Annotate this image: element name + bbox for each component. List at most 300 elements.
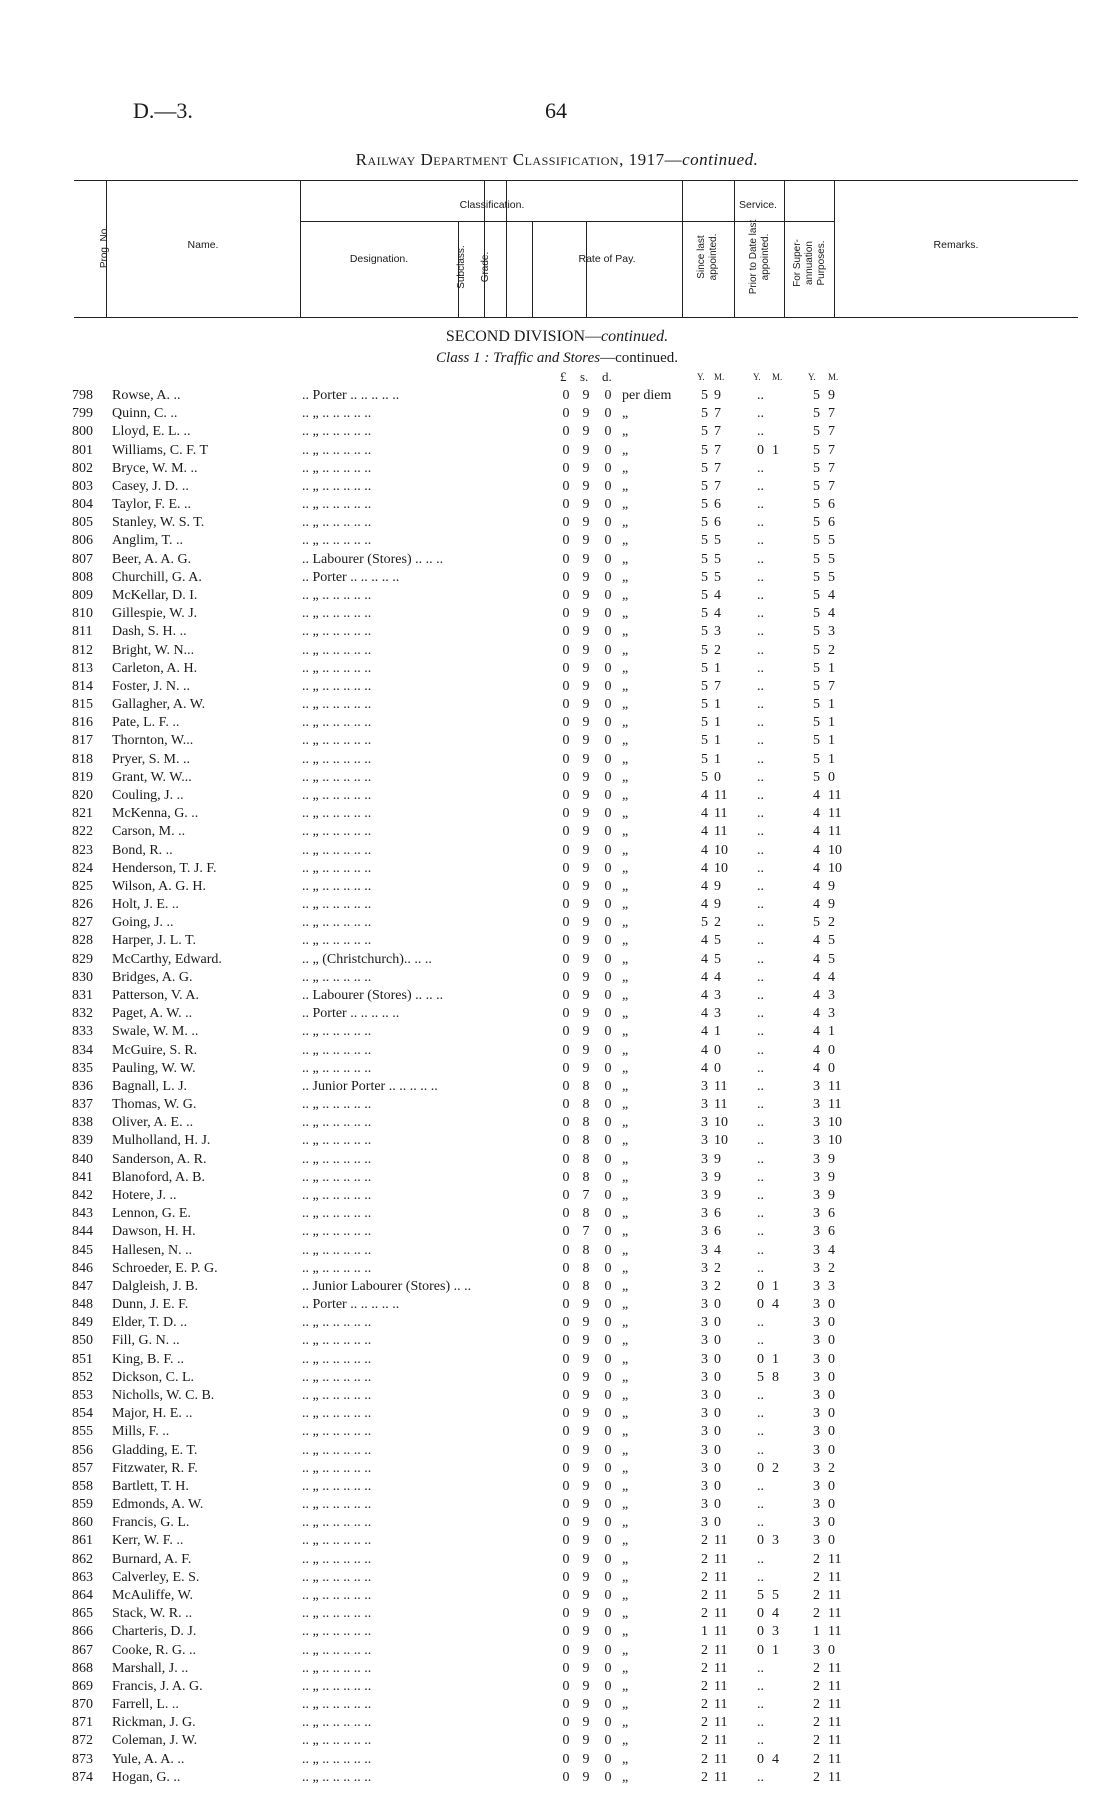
employee-name: Hotere, J. ..: [112, 1188, 177, 1203]
rate-pounds: 0: [562, 1060, 570, 1076]
designation: .. „ .. .. .. .. ..: [302, 1097, 372, 1113]
prog-number: 858: [72, 1478, 93, 1494]
superannuation-months: 6: [828, 1224, 835, 1240]
prog-number: 811: [72, 624, 93, 640]
table-row: [0, 515, 1114, 531]
prog-number: 828: [72, 933, 93, 949]
superannuation-years: 2: [813, 1733, 820, 1749]
since-last-months: 10: [714, 1115, 728, 1131]
since-last-years: 5: [701, 569, 708, 585]
rate-shillings: 9: [582, 915, 590, 931]
prog-number: 856: [72, 1442, 93, 1458]
employee-name: Francis, J. A. G.: [112, 1678, 203, 1694]
since-last-years: 3: [701, 1224, 708, 1240]
prog-number: 853: [72, 1388, 93, 1403]
superannuation-months: 7: [828, 478, 835, 494]
designation: .. „ .. .. .. .. ..: [302, 1588, 372, 1603]
rate-shillings: 9: [582, 1406, 590, 1422]
rate-note: „: [622, 1497, 629, 1513]
prog-number: 799: [72, 406, 93, 422]
prior-years: ..: [757, 1515, 764, 1531]
designation: .. „ .. .. .. .. ..: [302, 697, 372, 713]
header-prior: Prior to Date last appointed.: [748, 219, 771, 295]
designation: .. „ .. .. .. .. ..: [302, 715, 372, 731]
superannuation-months: 0: [828, 1351, 835, 1367]
since-last-years: 4: [701, 969, 708, 985]
rate-note: „: [622, 1588, 629, 1603]
designation: .. Porter .. .. .. .. ..: [302, 569, 400, 585]
table-row: [0, 952, 1114, 968]
rate-pence: 0: [604, 1078, 612, 1094]
since-last-years: 2: [701, 1588, 708, 1603]
employee-name: Mills, F. ..: [112, 1424, 170, 1440]
employee-name: McAuliffe, W.: [112, 1588, 194, 1603]
designation: .. Junior Labourer (Stores) .. ..: [302, 1278, 472, 1294]
rate-pence: 0: [604, 824, 612, 840]
page-title: [0, 150, 1114, 170]
since-last-years: 3: [701, 1260, 708, 1276]
superannuation-months: 6: [828, 497, 835, 513]
rate-shillings: 8: [582, 1151, 590, 1167]
since-last-months: 0: [714, 1351, 721, 1367]
rate-pence: 0: [604, 1442, 612, 1458]
since-last-months: 7: [714, 460, 721, 476]
rate-pence: 0: [604, 624, 612, 640]
prog-number: 805: [72, 515, 93, 531]
employee-name: Coleman, J. W.: [112, 1733, 198, 1749]
superannuation-months: 11: [828, 1551, 842, 1567]
prog-number: 861: [72, 1533, 93, 1549]
prior-years: 0: [757, 1624, 764, 1640]
since-last-months: 5: [714, 533, 721, 549]
since-last-years: 4: [701, 1060, 708, 1076]
rate-shillings: 8: [582, 1169, 590, 1185]
employee-name: Grant, W. W...: [112, 769, 192, 785]
rate-note: „: [622, 1533, 629, 1549]
employee-name: Pryer, S. M. ..: [112, 751, 190, 767]
table-row: [0, 1006, 1114, 1022]
rate-note: „: [622, 1188, 629, 1203]
designation: .. „ .. .. .. .. ..: [302, 1206, 372, 1222]
since-last-years: 2: [701, 1569, 708, 1585]
prog-number: 860: [72, 1515, 93, 1531]
prior-months: 1: [772, 442, 779, 458]
unit-years: Y.: [753, 372, 761, 382]
since-last-months: 10: [714, 842, 728, 858]
since-last-years: 4: [701, 933, 708, 949]
designation: .. „ .. .. .. .. ..: [302, 824, 372, 840]
employee-name: Bright, W. N...: [112, 642, 195, 658]
prior-years: ..: [757, 951, 764, 967]
designation: .. „ .. .. .. .. ..: [302, 660, 372, 676]
designation: .. Porter .. .. .. .. ..: [302, 1006, 400, 1022]
rate-pounds: 0: [562, 678, 570, 694]
since-last-months: 7: [714, 442, 721, 458]
prior-years: ..: [757, 624, 764, 640]
rate-note: „: [622, 1206, 629, 1222]
prior-years: ..: [757, 769, 764, 785]
superannuation-months: 5: [828, 951, 835, 967]
employee-name: McCarthy, Edward.: [112, 951, 222, 967]
superannuation-months: 11: [828, 1697, 842, 1713]
prior-years: 5: [757, 1588, 764, 1603]
rate-pounds: 0: [562, 715, 570, 731]
rate-note: „: [622, 1569, 629, 1585]
rate-pence: 0: [604, 1678, 612, 1694]
superannuation-months: 5: [828, 933, 835, 949]
superannuation-years: 3: [813, 1278, 820, 1294]
prog-number: 807: [72, 551, 93, 567]
prog-number: 801: [72, 442, 93, 458]
rate-pence: 0: [604, 406, 612, 422]
table-row: [0, 988, 1114, 1004]
since-last-months: 11: [714, 1551, 728, 1567]
since-last-months: 2: [714, 1260, 721, 1276]
rate-shillings: 9: [582, 606, 590, 622]
rate-shillings: 9: [582, 1351, 590, 1367]
superannuation-months: 3: [828, 1006, 835, 1022]
superannuation-months: 0: [828, 1042, 835, 1058]
rate-pounds: 0: [562, 497, 570, 513]
rate-pounds: 0: [562, 842, 570, 858]
employee-name: Wilson, A. G. H.: [112, 878, 206, 894]
designation: .. „ .. .. .. .. ..: [302, 478, 372, 494]
prog-number: 816: [72, 715, 93, 731]
designation: .. „ .. .. .. .. ..: [302, 1660, 372, 1676]
since-last-months: 11: [714, 1769, 728, 1785]
rate-pence: 0: [604, 1242, 612, 1258]
rate-pence: 0: [604, 1133, 612, 1149]
employee-name: Foster, J. N. ..: [112, 678, 190, 694]
rate-note: „: [622, 1078, 629, 1094]
prog-number: 873: [72, 1751, 93, 1767]
prior-years: ..: [757, 1024, 764, 1040]
rate-note: „: [622, 860, 629, 876]
class-name: Traffic and Stores: [493, 350, 601, 366]
table-row: [0, 1424, 1114, 1440]
rate-note: „: [622, 1624, 629, 1640]
header-subclass: Subclass.: [456, 245, 467, 289]
rate-pence: 0: [604, 969, 612, 985]
rate-pounds: 0: [562, 1606, 570, 1622]
superannuation-months: 4: [828, 1242, 835, 1258]
designation: .. „ .. .. .. .. ..: [302, 515, 372, 531]
since-last-months: 11: [714, 1533, 728, 1549]
since-last-months: 11: [714, 1678, 728, 1694]
table-row: [0, 770, 1114, 786]
table-row: [0, 552, 1114, 568]
rate-shillings: 9: [582, 806, 590, 822]
rate-shillings: 9: [582, 824, 590, 840]
prior-years: ..: [757, 1478, 764, 1494]
since-last-months: 6: [714, 1206, 721, 1222]
designation: .. „ .. .. .. .. ..: [302, 1388, 372, 1403]
rate-pence: 0: [604, 1515, 612, 1531]
since-last-months: 0: [714, 1515, 721, 1531]
employee-name: Gallagher, A. W.: [112, 697, 206, 713]
superannuation-years: 2: [813, 1697, 820, 1713]
prog-number: 823: [72, 842, 93, 858]
designation: .. „ .. .. .. .. ..: [302, 1169, 372, 1185]
rate-note: „: [622, 1606, 629, 1622]
superannuation-months: 5: [828, 533, 835, 549]
rate-shillings: 9: [582, 1315, 590, 1331]
rate-pounds: 0: [562, 1406, 570, 1422]
rate-pence: 0: [604, 515, 612, 531]
header-divider: [532, 221, 533, 317]
superannuation-months: 6: [828, 515, 835, 531]
table-row: [0, 933, 1114, 949]
rate-pounds: 0: [562, 1460, 570, 1476]
since-last-years: 5: [701, 606, 708, 622]
rate-note: „: [622, 1442, 629, 1458]
designation: .. „ .. .. .. .. ..: [302, 588, 372, 603]
designation: .. „ .. .. .. .. ..: [302, 624, 372, 640]
prior-years: ..: [757, 715, 764, 731]
rate-pence: 0: [604, 606, 612, 622]
table-row: [0, 1443, 1114, 1459]
table-row: [0, 915, 1114, 931]
employee-name: Gillespie, W. J.: [112, 606, 198, 622]
rate-note: „: [622, 1769, 629, 1785]
rate-pence: 0: [604, 1660, 612, 1676]
employee-name: Carleton, A. H.: [112, 660, 198, 676]
rate-shillings: 8: [582, 1097, 590, 1113]
since-last-years: 5: [701, 751, 708, 767]
table-row: [0, 624, 1114, 640]
rate-pence: 0: [604, 533, 612, 549]
rate-pounds: 0: [562, 388, 570, 403]
prior-months: 2: [772, 1460, 779, 1476]
superannuation-years: 5: [813, 606, 820, 622]
prior-years: ..: [757, 460, 764, 476]
since-last-years: 2: [701, 1678, 708, 1694]
prog-number: 867: [72, 1642, 93, 1658]
class-continued: —continued.: [600, 350, 678, 366]
superannuation-months: 11: [828, 1733, 842, 1749]
designation: .. „ .. .. .. .. ..: [302, 860, 372, 876]
rate-pounds: 0: [562, 1024, 570, 1040]
since-last-months: 0: [714, 1424, 721, 1440]
since-last-years: 4: [701, 951, 708, 967]
designation: .. „ .. .. .. .. ..: [302, 1497, 372, 1513]
rate-pounds: 0: [562, 915, 570, 931]
rate-pence: 0: [604, 933, 612, 949]
prior-years: 0: [757, 1351, 764, 1367]
prior-years: ..: [757, 1388, 764, 1403]
since-last-years: 3: [701, 1478, 708, 1494]
superannuation-years: 3: [813, 1642, 820, 1658]
rate-shillings: 9: [582, 1333, 590, 1349]
rate-pence: 0: [604, 478, 612, 494]
prior-years: ..: [757, 606, 764, 622]
prog-number: 851: [72, 1351, 93, 1367]
designation: .. „ .. .. .. .. ..: [302, 1333, 372, 1349]
rate-pounds: 0: [562, 1660, 570, 1676]
superannuation-years: 5: [813, 733, 820, 749]
rate-shillings: 9: [582, 533, 590, 549]
rate-shillings: 9: [582, 988, 590, 1003]
rate-shillings: 9: [582, 442, 590, 458]
superannuation-months: 10: [828, 842, 842, 858]
superannuation-months: 1: [828, 733, 835, 749]
rate-pence: 0: [604, 1588, 612, 1603]
since-last-years: 4: [701, 1042, 708, 1058]
rate-pounds: 0: [562, 1315, 570, 1331]
prog-number: 841: [72, 1169, 93, 1185]
employee-name: Marshall, J. ..: [112, 1660, 189, 1676]
since-last-months: 10: [714, 860, 728, 876]
rate-shillings: 9: [582, 1369, 590, 1385]
prior-years: ..: [757, 1497, 764, 1513]
table-row: [0, 1533, 1114, 1549]
prior-years: ..: [757, 533, 764, 549]
rate-shillings: 8: [582, 1206, 590, 1222]
prog-number: 808: [72, 569, 93, 585]
rate-pounds: 0: [562, 1751, 570, 1767]
since-last-years: 3: [701, 1369, 708, 1385]
since-last-months: 11: [714, 824, 728, 840]
since-last-years: 2: [701, 1606, 708, 1622]
division-name: SECOND DIVISION—: [445, 328, 601, 345]
prog-number: 859: [72, 1497, 93, 1513]
rate-pounds: 0: [562, 1769, 570, 1785]
rate-pounds: 0: [562, 1569, 570, 1585]
prog-number: 819: [72, 769, 93, 785]
division-heading: [0, 328, 1114, 346]
since-last-years: 4: [701, 860, 708, 876]
designation: .. „ .. .. .. .. ..: [302, 1624, 372, 1640]
prior-years: ..: [757, 788, 764, 803]
designation: .. „ .. .. .. .. ..: [302, 915, 372, 931]
rate-pounds: 0: [562, 933, 570, 949]
prog-number: 825: [72, 878, 93, 894]
prior-years: 0: [757, 1278, 764, 1294]
employee-name: Dickson, C. L.: [112, 1369, 195, 1385]
prior-years: 5: [757, 1369, 764, 1385]
prior-years: ..: [757, 1678, 764, 1694]
superannuation-months: 1: [828, 1024, 835, 1040]
prog-number: 809: [72, 588, 93, 603]
superannuation-years: 5: [813, 478, 820, 494]
table-row: [0, 715, 1114, 731]
rate-pounds: 0: [562, 969, 570, 985]
employee-name: Francis, G. L.: [112, 1515, 190, 1531]
table-row: [0, 1479, 1114, 1495]
designation: .. Porter .. .. .. .. ..: [302, 388, 400, 403]
since-last-years: 3: [701, 1078, 708, 1094]
since-last-months: 2: [714, 1278, 721, 1294]
header-divider: [734, 221, 735, 317]
designation: .. „ .. .. .. .. ..: [302, 678, 372, 694]
since-last-years: 3: [701, 1242, 708, 1258]
rate-pounds: 0: [562, 1278, 570, 1294]
designation: .. „ .. .. .. .. ..: [302, 642, 372, 658]
rate-pounds: 0: [562, 769, 570, 785]
prior-years: ..: [757, 551, 764, 567]
rate-note: „: [622, 1278, 629, 1294]
superannuation-years: 2: [813, 1678, 820, 1694]
superannuation-years: 5: [813, 715, 820, 731]
rate-pounds: 0: [562, 442, 570, 458]
rate-note: „: [622, 1024, 629, 1040]
prog-number: 843: [72, 1206, 93, 1222]
since-last-months: 0: [714, 1442, 721, 1458]
employee-name: Dash, S. H. ..: [112, 624, 187, 640]
superannuation-years: 3: [813, 1151, 820, 1167]
since-last-years: 5: [701, 497, 708, 513]
rate-note: „: [622, 515, 629, 531]
prog-number: 812: [72, 642, 93, 658]
superannuation-months: 6: [828, 1206, 835, 1222]
superannuation-months: 7: [828, 460, 835, 476]
prog-number: 803: [72, 478, 93, 494]
prog-number: 835: [72, 1060, 93, 1076]
header-classification: Classification.: [459, 199, 525, 211]
superannuation-months: 2: [828, 642, 835, 658]
since-last-months: 9: [714, 388, 721, 403]
prog-number: 863: [72, 1569, 93, 1585]
designation: .. „ .. .. .. .. ..: [302, 1515, 372, 1531]
rate-shillings: 8: [582, 1133, 590, 1149]
since-last-years: 5: [701, 515, 708, 531]
superannuation-years: 3: [813, 1515, 820, 1531]
employee-name: Lloyd, E. L. ..: [112, 424, 191, 440]
superannuation-years: 4: [813, 860, 820, 876]
rate-shillings: 9: [582, 1642, 590, 1658]
table-row: [0, 806, 1114, 822]
table-row: [0, 843, 1114, 859]
superannuation-years: 5: [813, 460, 820, 476]
rate-pounds: 0: [562, 1388, 570, 1403]
rate-note: „: [622, 424, 629, 440]
since-last-years: 3: [701, 1297, 708, 1313]
since-last-months: 11: [714, 1751, 728, 1767]
prog-number: 844: [72, 1224, 93, 1240]
superannuation-months: 0: [828, 1406, 835, 1422]
rate-shillings: 9: [582, 769, 590, 785]
employee-name: Thomas, W. G.: [112, 1097, 197, 1113]
rate-pence: 0: [604, 1006, 612, 1022]
superannuation-months: 11: [828, 1588, 842, 1603]
rate-pounds: 0: [562, 1242, 570, 1258]
prog-number: 833: [72, 1024, 93, 1040]
superannuation-years: 5: [813, 442, 820, 458]
rate-note: „: [622, 769, 629, 785]
superannuation-years: 3: [813, 1224, 820, 1240]
rate-shillings: 9: [582, 933, 590, 949]
prior-years: ..: [757, 897, 764, 913]
since-last-years: 3: [701, 1097, 708, 1113]
rate-pounds: 0: [562, 1133, 570, 1149]
prior-years: ..: [757, 1151, 764, 1167]
rate-pence: 0: [604, 642, 612, 658]
rate-pence: 0: [604, 1406, 612, 1422]
rate-pence: 0: [604, 388, 612, 403]
since-last-months: 9: [714, 1188, 721, 1203]
prog-number: 862: [72, 1551, 93, 1567]
rate-pence: 0: [604, 751, 612, 767]
designation: .. „ .. .. .. .. ..: [302, 788, 372, 803]
since-last-months: 2: [714, 642, 721, 658]
rate-shillings: 9: [582, 697, 590, 713]
designation: .. „ .. .. .. .. ..: [302, 533, 372, 549]
rate-shillings: 9: [582, 424, 590, 440]
designation: .. „ .. .. .. .. ..: [302, 1551, 372, 1567]
superannuation-months: 11: [828, 1606, 842, 1622]
table-row: [0, 1406, 1114, 1422]
designation: .. „ .. .. .. .. ..: [302, 497, 372, 513]
